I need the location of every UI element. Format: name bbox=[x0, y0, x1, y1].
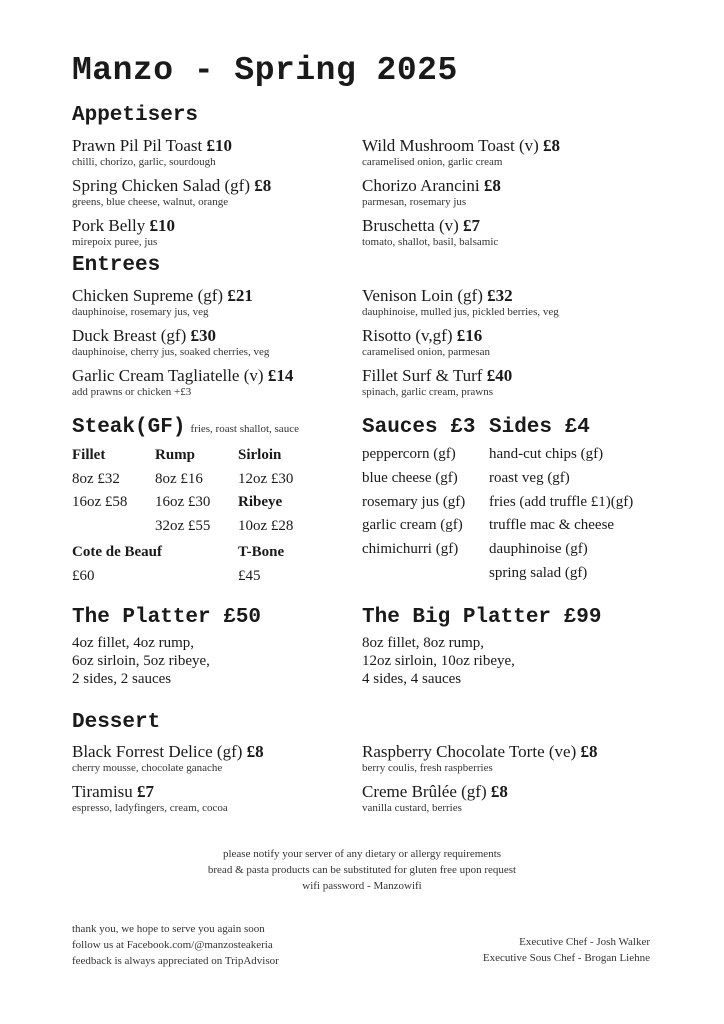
item-price: £8 bbox=[543, 136, 561, 155]
steak-rump-price-2: 16oz £30 bbox=[155, 494, 211, 510]
menu-item bbox=[362, 136, 662, 169]
notice-line: please notify your server of any dietary or allergy requirements bbox=[222, 848, 502, 860]
platter-heading: The Platter £50 bbox=[72, 606, 262, 629]
big-platter-line: 4 sides, 4 sauces bbox=[362, 671, 462, 687]
platter-line: 6oz sirloin, 5oz ribeye, bbox=[72, 653, 210, 669]
big-platter-line: 8oz fillet, 8oz rump, bbox=[362, 635, 485, 651]
menu-item bbox=[72, 136, 372, 169]
item-description: caramelised onion, parmesan bbox=[362, 346, 490, 358]
platter-description bbox=[72, 634, 210, 688]
side-item: roast veg (gf) bbox=[489, 469, 570, 486]
steak-fillet-name: Fillet bbox=[72, 447, 106, 463]
footer-right bbox=[483, 934, 650, 966]
sauce-item: rosemary jus (gf) bbox=[362, 493, 466, 510]
item-name: Chorizo Arancini bbox=[362, 176, 480, 195]
steak-tbone-name: T-Bone bbox=[238, 544, 285, 560]
entrees-left-column bbox=[72, 286, 372, 406]
steak-heading: Steak(GF) bbox=[72, 416, 186, 439]
menu-item bbox=[72, 286, 372, 319]
item-description: dauphinoise, rosemary jus, veg bbox=[72, 306, 209, 318]
steak-heading-row bbox=[72, 416, 299, 439]
big-platter-description bbox=[362, 634, 515, 688]
item-name: Pork Belly bbox=[72, 216, 146, 235]
footer-line: thank you, we hope to serve you again soon bbox=[72, 923, 265, 935]
menu-item bbox=[72, 366, 372, 399]
steak-fillet-price-2: 16oz £58 bbox=[72, 494, 128, 510]
item-name: Black Forrest Delice (gf) bbox=[72, 742, 243, 761]
appetisers-heading: Appetisers bbox=[72, 104, 199, 127]
item-description: mirepoix puree, jus bbox=[72, 236, 158, 248]
steak-sirloin-price: 12oz £30 bbox=[238, 471, 294, 487]
entrees-heading: Entrees bbox=[72, 254, 161, 277]
item-name: Spring Chicken Salad (gf) bbox=[72, 176, 250, 195]
big-platter-line: 12oz sirloin, 10oz ribeye, bbox=[362, 653, 515, 669]
footer-line: feedback is always appreciated on TripAdvisor bbox=[72, 955, 279, 967]
item-name: Duck Breast (gf) bbox=[72, 326, 187, 345]
item-price: £10 bbox=[149, 216, 175, 235]
item-price: £7 bbox=[137, 782, 155, 801]
item-description: dauphinoise, mulled jus, pickled berries, veg bbox=[362, 306, 559, 318]
side-item: spring salad (gf) bbox=[489, 564, 588, 581]
side-item: dauphinoise (gf) bbox=[489, 541, 588, 558]
steak-sirloin-name: Sirloin bbox=[238, 447, 282, 463]
sauce-item: garlic cream (gf) bbox=[362, 517, 463, 534]
item-price: £40 bbox=[486, 366, 513, 385]
entrees-right-column bbox=[362, 286, 662, 406]
item-price: £21 bbox=[227, 286, 253, 305]
notice-line: bread & pasta products can be substituted for gluten free upon request bbox=[207, 864, 517, 876]
sauce-item: peppercorn (gf) bbox=[362, 446, 456, 462]
steak-rump-name: Rump bbox=[155, 447, 196, 463]
steak-fillet-price-1: 8oz £32 bbox=[72, 471, 120, 487]
sides-heading: Sides £4 bbox=[489, 416, 590, 439]
footer-line: follow us at Facebook.com/@manzosteakeria bbox=[72, 939, 273, 951]
menu-item bbox=[72, 216, 372, 249]
chef-credit: Executive Chef - Josh Walker bbox=[519, 936, 650, 948]
footer-left bbox=[72, 921, 279, 969]
chef-credit: Executive Sous Chef - Brogan Liehne bbox=[482, 952, 650, 964]
item-price: £8 bbox=[490, 782, 508, 801]
menu-item bbox=[362, 216, 662, 249]
steak-cote-price: £60 bbox=[72, 568, 95, 584]
item-name: Tiramisu bbox=[72, 782, 133, 801]
dessert-heading: Dessert bbox=[72, 711, 161, 734]
item-price: £7 bbox=[463, 216, 481, 235]
item-price: £14 bbox=[267, 366, 294, 385]
side-item: fries (add truffle £1)(gf) bbox=[489, 493, 634, 510]
item-description: caramelised onion, garlic cream bbox=[362, 156, 503, 168]
steak-rump-price-3: 32oz £55 bbox=[155, 518, 211, 534]
steak-subheading: fries, roast shallot, sauce bbox=[190, 423, 299, 435]
sauces-list bbox=[362, 443, 465, 562]
menu-title: Manzo - Spring 2025 bbox=[72, 52, 458, 89]
item-name: Creme Brûlée (gf) bbox=[362, 782, 487, 801]
item-price: £30 bbox=[190, 326, 216, 345]
dessert-left-column bbox=[72, 742, 372, 822]
steak-ribeye-name: Ribeye bbox=[238, 494, 283, 510]
menu-item bbox=[362, 366, 662, 399]
item-description: spinach, garlic cream, prawns bbox=[362, 386, 494, 398]
item-description: greens, blue cheese, walnut, orange bbox=[72, 196, 229, 208]
item-price: £32 bbox=[487, 286, 513, 305]
item-name: Chicken Supreme (gf) bbox=[72, 286, 224, 305]
item-name: Raspberry Chocolate Torte (ve) bbox=[362, 742, 577, 761]
menu-item bbox=[72, 326, 372, 359]
item-name: Prawn Pil Pil Toast bbox=[72, 136, 203, 155]
item-price: £10 bbox=[206, 136, 233, 155]
sides-list bbox=[489, 443, 633, 586]
steak-tbone-price: £45 bbox=[238, 568, 261, 584]
side-item: hand-cut chips (gf) bbox=[489, 446, 604, 462]
item-name: Bruschetta (v) bbox=[362, 216, 459, 235]
item-name: Wild Mushroom Toast (v) bbox=[362, 136, 539, 155]
menu-item bbox=[362, 176, 662, 209]
sauce-item: chimichurri (gf) bbox=[362, 541, 459, 558]
item-price: £8 bbox=[246, 742, 264, 761]
item-price: £16 bbox=[456, 326, 483, 345]
steak-rump-price-1: 8oz £16 bbox=[155, 471, 203, 487]
steak-cote-name: Cote de Beauf bbox=[72, 544, 162, 560]
item-price: £8 bbox=[580, 742, 598, 761]
item-description: vanilla custard, berries bbox=[362, 802, 462, 814]
item-description: berry coulis, fresh raspberries bbox=[362, 762, 493, 774]
menu-item bbox=[72, 782, 372, 815]
big-platter-heading: The Big Platter £99 bbox=[362, 606, 602, 629]
menu-item bbox=[362, 782, 662, 815]
item-description: tomato, shallot, basil, balsamic bbox=[362, 236, 499, 248]
steak-ribeye-price: 10oz £28 bbox=[238, 518, 294, 534]
sauce-item: blue cheese (gf) bbox=[362, 469, 458, 486]
platter-line: 2 sides, 2 sauces bbox=[72, 671, 172, 687]
menu-item bbox=[362, 326, 662, 359]
item-price: £8 bbox=[483, 176, 501, 195]
appetisers-right-column bbox=[362, 136, 662, 256]
item-description: chilli, chorizo, garlic, sourdough bbox=[72, 156, 216, 168]
item-description: cherry mousse, chocolate ganache bbox=[72, 762, 223, 774]
item-description: espresso, ladyfingers, cream, cocoa bbox=[72, 802, 228, 814]
menu-item bbox=[362, 286, 662, 319]
menu-item bbox=[362, 742, 662, 775]
platter-line: 4oz fillet, 4oz rump, bbox=[72, 635, 195, 651]
item-price: £8 bbox=[254, 176, 272, 195]
menu-item bbox=[72, 176, 372, 209]
appetisers-left-column bbox=[72, 136, 372, 256]
notice-line: wifi password - Manzowifi bbox=[302, 880, 422, 892]
menu-item bbox=[72, 742, 372, 775]
item-name: Garlic Cream Tagliatelle (v) bbox=[72, 366, 264, 385]
item-description: dauphinoise, cherry jus, soaked cherries, veg bbox=[72, 346, 270, 358]
dessert-right-column bbox=[362, 742, 662, 822]
sauces-heading: Sauces £3 bbox=[362, 416, 476, 439]
side-item: truffle mac & cheese bbox=[489, 517, 615, 534]
item-description: parmesan, rosemary jus bbox=[362, 196, 467, 208]
item-description: add prawns or chicken +£3 bbox=[72, 386, 192, 398]
item-name: Fillet Surf & Turf bbox=[362, 366, 483, 385]
dietary-notices bbox=[0, 846, 724, 894]
item-name: Risotto (v,gf) bbox=[362, 326, 453, 345]
item-name: Venison Loin (gf) bbox=[362, 286, 483, 305]
